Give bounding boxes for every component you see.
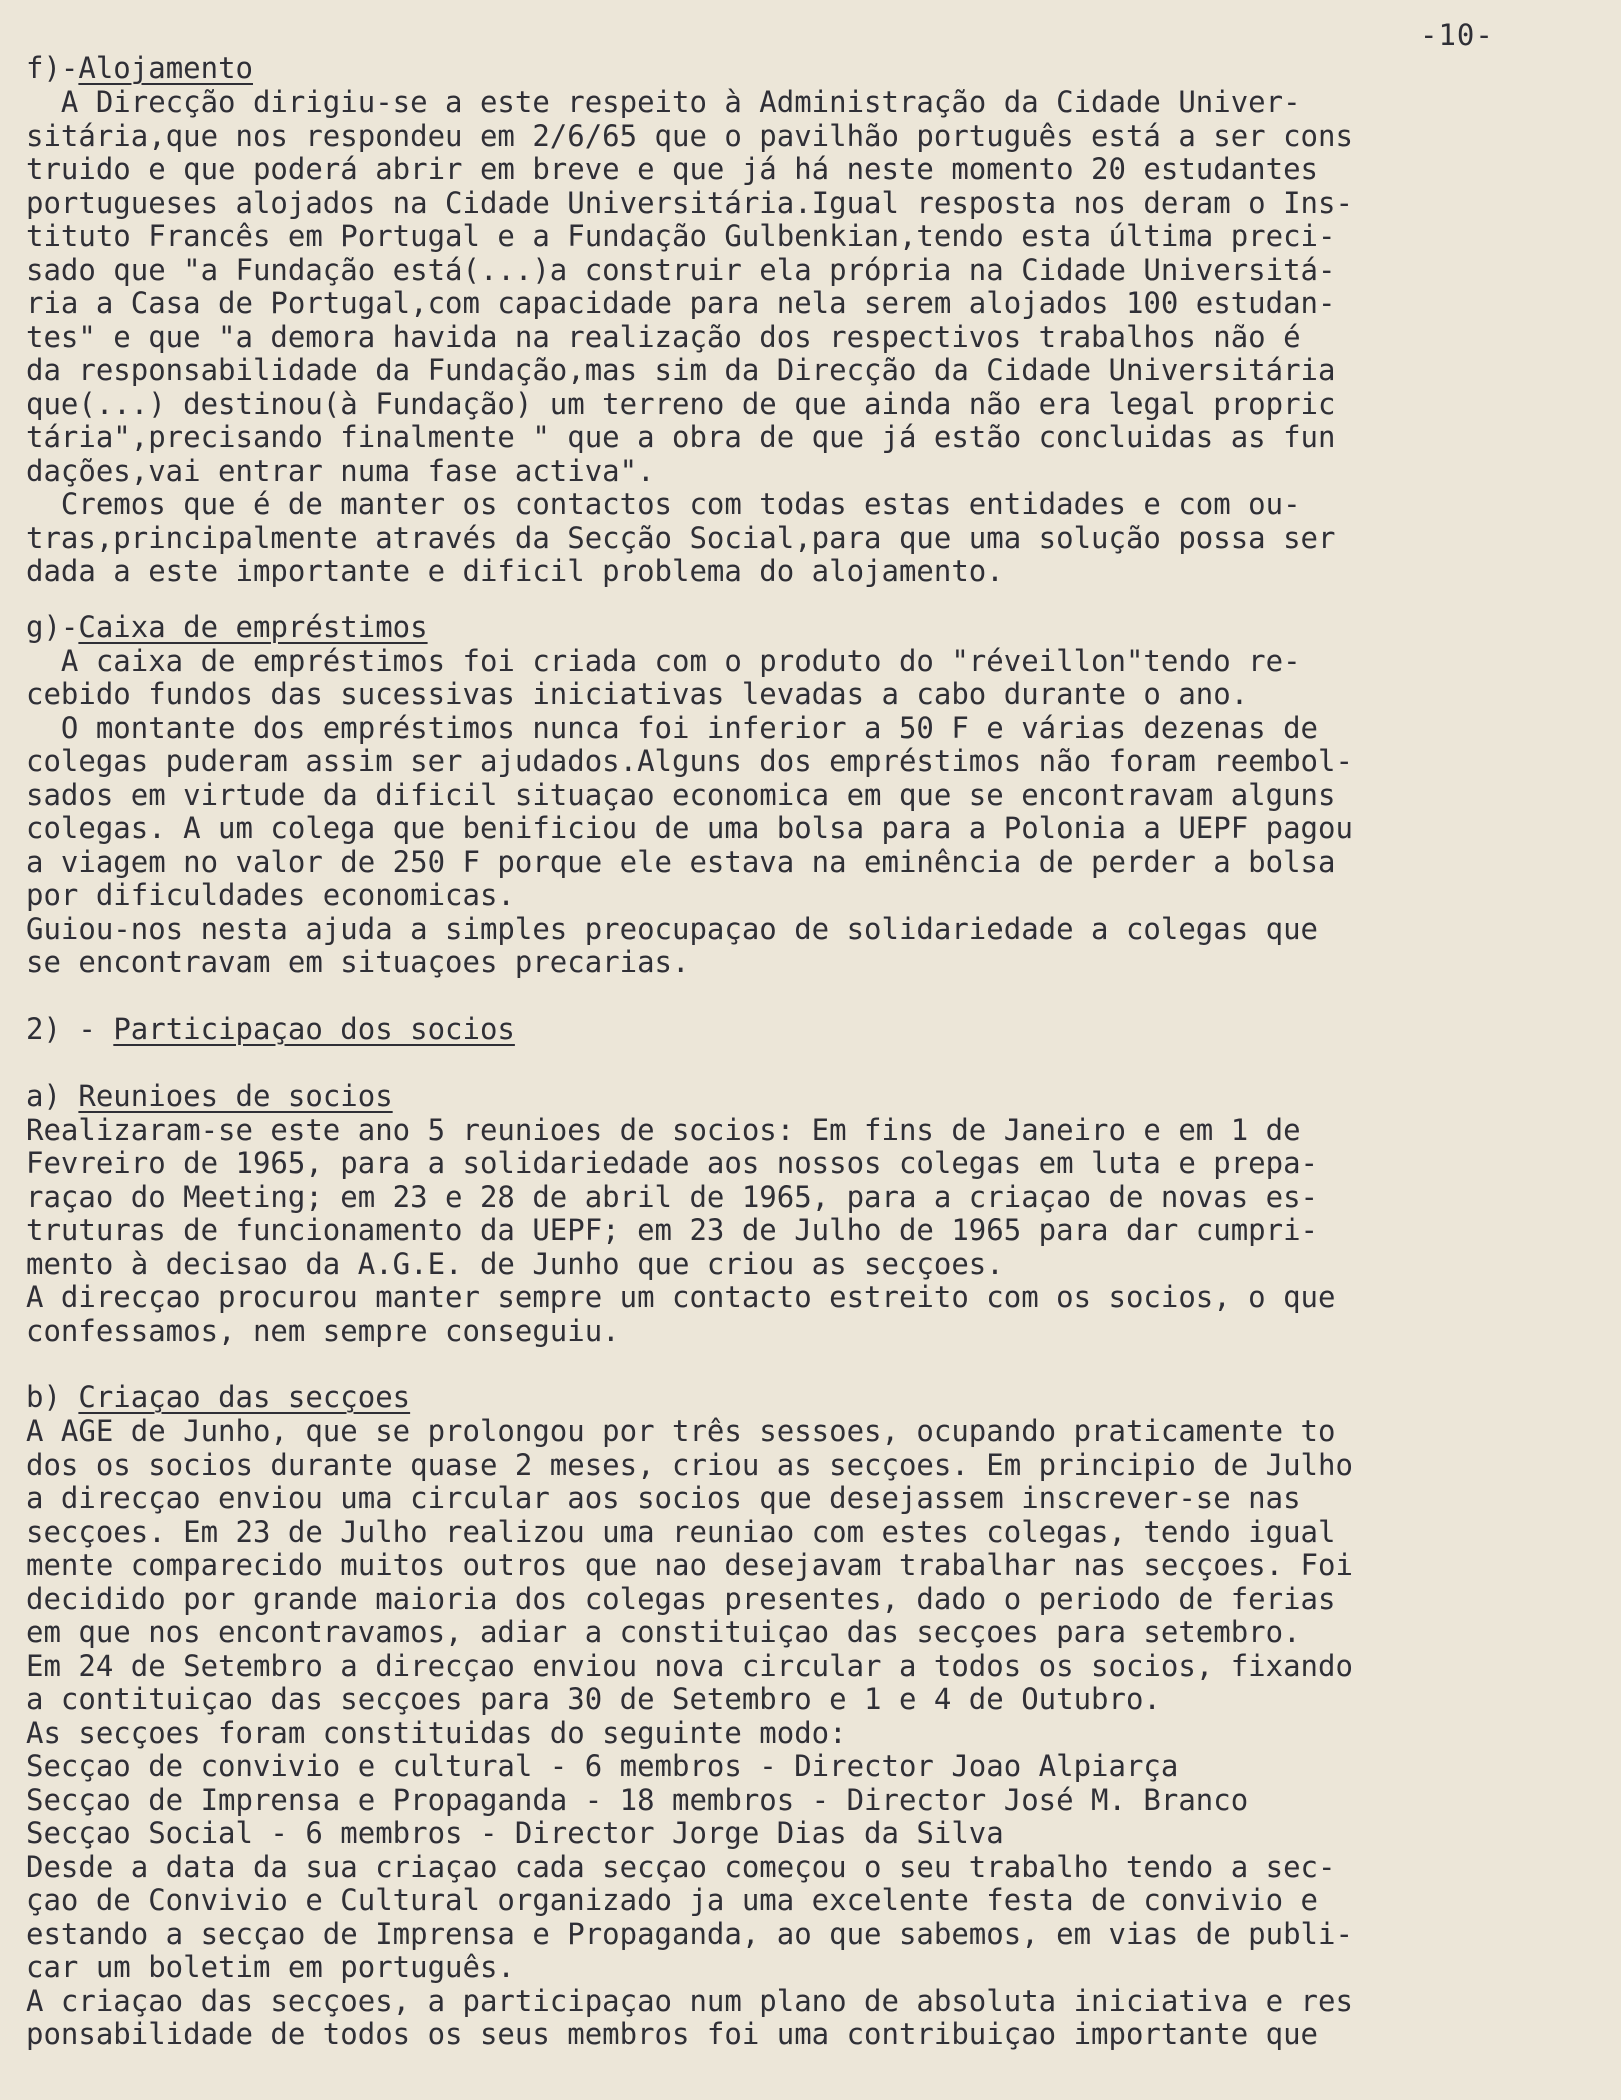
section-a-title: Reunioes de socios [78,1078,393,1113]
text-line: raçao do Meeting; em 23 e 28 de abril de 1965, para a criaçao de novas es- [26,1179,1319,1214]
text-line: çao de Convivio e Cultural organizado ja uma excelente festa de convivio e [26,1883,1319,1917]
section-2-prefix: 2) - [26,1011,114,1046]
text-line: Desde a data da sua criaçao cada secçao começou o seu trabalho tendo a sec- [26,1849,1336,1884]
section-a-heading [26,1080,1526,1114]
text-line: tras,principalmente através da Secção Social,para que uma solução possa ser [26,520,1336,555]
text-line: ponsabilidade de todos os seus membros foi uma contribuiçao importante que [26,2017,1319,2051]
text-line: A Direcção dirigiu-se a este respeito à Administração da Cidade Univer- [26,85,1301,119]
text-line: tes" e que "a demora havida na realização dos respectivos trabalhos não é [26,319,1301,354]
text-line: truturas de funcionamento da UEPF; em 23 de Julho de 1965 para dar cumpri- [26,1213,1319,1247]
section-g-prefix: g)- [26,609,79,644]
text-line: A criaçao das secçoes, a participaçao num plano de absoluta iniciativa e res [26,1983,1353,2018]
page-number: -10- [1420,18,1494,52]
text-line: em que nos encontravamos, adiar a constituiçao das secçoes para setembro. [26,1615,1301,1649]
section-2-title: Participaçao dos socios [113,1011,515,1046]
text-line: Cremos que é de manter os contactos com todas estas entidades e com ou- [26,487,1301,521]
text-line: mente comparecido muitos outros que nao desejavam trabalhar nas secçoes. Foi [26,1548,1353,1582]
text-line: dada a este importante e dificil problema do alojamento. [26,554,1004,588]
section-f-title: Alojamento [78,51,253,85]
text-line: dos os socios durante quase 2 meses, criou as secçoes. Em principio de Julho [26,1447,1353,1482]
text-line: sitária,que nos respondeu em 2/6/65 que o pavilhão português está a ser cons [26,118,1353,153]
text-line: Secçao de Imprensa e Propaganda - 18 membros - Director José M. Branco [26,1782,1249,1817]
section-b-body [26,1415,1526,2052]
text-line: sados em virtude da dificil situaçao economica em que se encontravam alguns [26,777,1336,812]
text-line: confessamos, nem sempre conseguiu. [26,1313,620,1348]
text-line: Realizaram-se este ano 5 reunioes de socios: Em fins de Janeiro e em 1 de [26,1112,1301,1147]
text-line: As secçoes foram constituidas do seguinte modo: [26,1715,847,1750]
spacer [26,980,1526,1013]
text-line: A direcçao procurou manter sempre um contacto estreito com os socios, o que [26,1280,1336,1314]
text-line: colegas. A um colega que benificiou de uma bolsa para a Polonia a UEPF pagou [26,811,1353,845]
text-line: A caixa de empréstimos foi criada com o produto do "réveillon"tendo re- [26,643,1301,678]
text-line: dações,vai entrar numa fase activa". [26,453,655,488]
section-a-body [26,1114,1526,1349]
text-line: tituto Francês em Portugal e a Fundação Gulbenkian,tendo esta última preci- [26,219,1336,253]
text-line: mento à decisao da A.G.E. de Junho que criou as secçoes. [26,1246,1004,1281]
text-line: cebido fundos das sucessivas iniciativas levadas a cabo durante o ano. [26,677,1249,711]
section-g-title: Caixa de empréstimos [78,609,428,644]
text-line: Fevreiro de 1965, para a solidariedade aos nossos colegas em luta e prepa- [26,1146,1319,1180]
section-g-body [26,645,1526,980]
text-line: Guiou-nos nesta ajuda a simples preocupaçao de solidariedade a colegas que [26,911,1319,946]
section-a-prefix: a) [26,1078,79,1113]
section-2-heading [26,1013,1526,1047]
section-b-title: Criaçao das secçoes [78,1380,411,1414]
text-line: Secçao de convivio e cultural - 6 membros - Director Joao Alpiarça [26,1749,1179,1783]
text-line: ria a Casa de Portugal,com capacidade para nela serem alojados 100 estudan- [26,286,1336,320]
text-line: Em 24 de Setembro a direcçao enviou nova circular a todos os socios, fixando [26,1648,1353,1683]
text-line: colegas puderam assim ser ajudados.Alguns dos empréstimos não foram reembol- [26,744,1353,778]
section-b-prefix: b) [26,1380,79,1414]
text-line: A AGE de Junho, que se prolongou por três sessoes, ocupando praticamente to [26,1414,1336,1448]
text-line: a viagem no valor de 250 F porque ele estava na eminência de perder a bolsa [26,844,1336,879]
text-line: estando a secçao de Imprensa e Propaganda, ao que sabemos, em vias de publi- [26,1916,1353,1951]
section-f-prefix: f)- [26,51,79,85]
text-line: Secçao Social - 6 membros - Director Jorge Dias da Silva [26,1816,1004,1850]
text-line: tária",precisando finalmente " que a obra de que já estão concluidas as fun [26,420,1336,454]
text-line: portugueses alojados na Cidade Universitária.Igual resposta nos deram o Ins- [26,185,1353,220]
section-f-heading [26,52,1526,86]
text-line: a contituiçao das secçoes para 30 de Setembro e 1 e 4 de Outubro. [26,1682,1161,1716]
spacer [26,589,1526,611]
spacer [26,1348,1526,1381]
spacer [26,1047,1526,1080]
text-line: por dificuldades economicas. [26,878,515,912]
text-line: sado que "a Fundação está(...)a construir ela própria na Cidade Universitá- [26,252,1336,287]
section-b-heading [26,1381,1526,1415]
text-line: O montante dos empréstimos nunca foi inferior a 50 F e várias dezenas de [26,710,1319,745]
section-g-heading [26,611,1526,645]
document-body [26,52,1526,2052]
text-line: a direcçao enviou uma circular aos socios que desejassem inscrever-se nas [26,1481,1301,1515]
text-line: truido e que poderá abrir em breve e que já há neste momento 20 estudantes [26,152,1319,186]
text-line: da responsabilidade da Fundação,mas sim da Direcção da Cidade Universitária [26,353,1336,387]
text-line: secçoes. Em 23 de Julho realizou uma reuniao com estes colegas, tendo igual [26,1514,1336,1549]
section-f-body [26,86,1526,589]
text-line: decidido por grande maioria dos colegas presentes, dado o periodo de ferias [26,1581,1336,1616]
text-line: que(...) destinou(à Fundação) um terreno de que ainda não era legal propric [26,386,1336,421]
text-line: car um boletim em português. [26,1950,515,1984]
text-line: se encontravam em situaçoes precarias. [26,945,690,979]
